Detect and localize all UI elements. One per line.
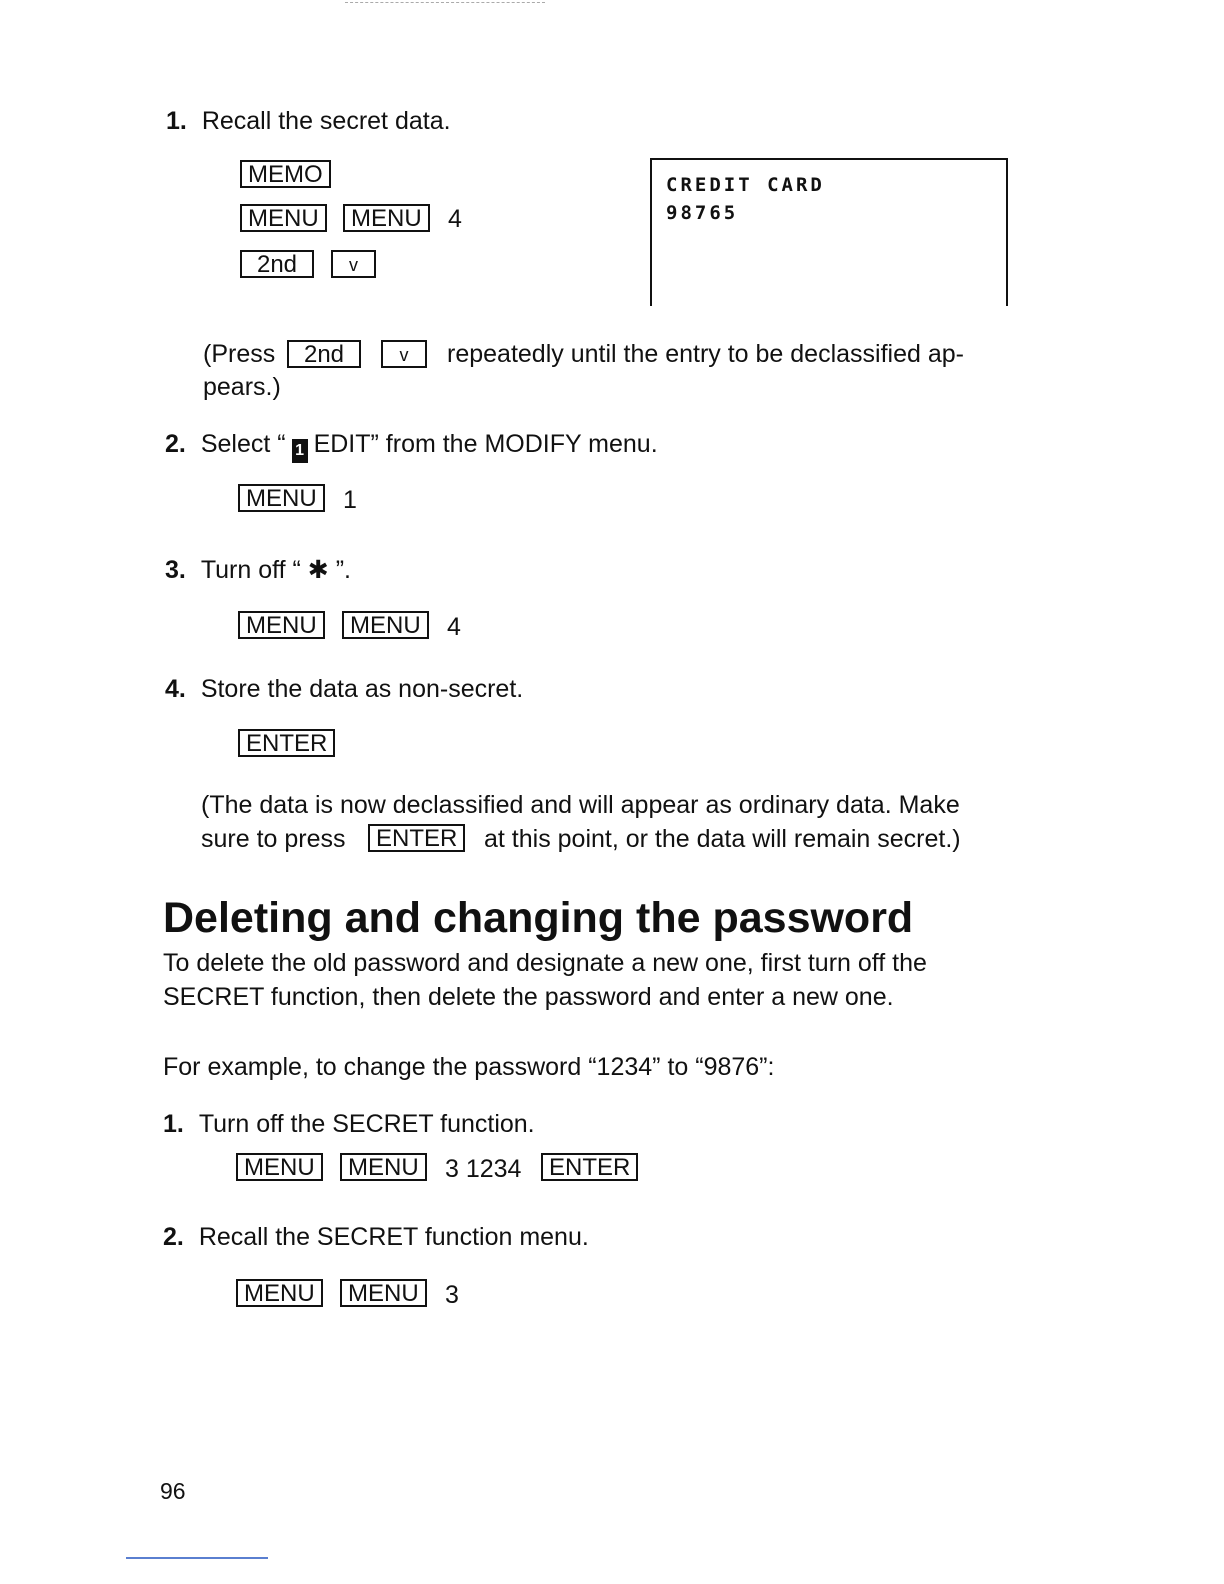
key-2nd: 2nd bbox=[240, 250, 314, 278]
key-menu: MENU bbox=[343, 204, 430, 232]
key-2nd: 2nd bbox=[287, 340, 361, 368]
key-sequence-number: 3 bbox=[445, 1281, 459, 1309]
key-enter: ENTER bbox=[368, 824, 465, 852]
soft-key-1-icon: 1 bbox=[292, 439, 308, 463]
section-heading: Deleting and changing the password bbox=[163, 894, 914, 942]
key-sequence-number: 4 bbox=[447, 613, 461, 641]
key-enter: ENTER bbox=[238, 729, 335, 757]
lcd-display bbox=[650, 158, 1008, 306]
note-text: (The data is now declassified and will appear as ordinary data. Make bbox=[201, 791, 960, 819]
key-menu: MENU bbox=[236, 1279, 323, 1307]
key-sequence-number: 4 bbox=[448, 205, 462, 233]
key-menu: MENU bbox=[238, 611, 325, 639]
key-down-arrow: v bbox=[331, 250, 376, 278]
key-sequence-number: 1 bbox=[343, 486, 357, 514]
intro-text: To delete the old password and designate a new one, first turn off the bbox=[163, 949, 927, 977]
key-menu: MENU bbox=[238, 484, 325, 512]
key-sequence-number: 3 1234 bbox=[445, 1155, 522, 1183]
key-menu: MENU bbox=[340, 1153, 427, 1181]
key-down-arrow: v bbox=[381, 340, 427, 368]
key-menu: MENU bbox=[236, 1153, 323, 1181]
key-menu: MENU bbox=[342, 611, 429, 639]
intro-text: SECRET function, then delete the password and enter a new one. bbox=[163, 983, 894, 1011]
note-text: pears.) bbox=[203, 373, 281, 401]
scan-artifact-rule bbox=[345, 2, 545, 4]
key-menu: MENU bbox=[340, 1279, 427, 1307]
step-3: 3. Turn off “ ✱ ”. bbox=[165, 556, 351, 584]
step-4: 4. Store the data as non-secret. bbox=[165, 675, 524, 703]
key-memo: MEMO bbox=[240, 160, 331, 188]
lcd-line-1: CREDIT CARD bbox=[666, 174, 825, 196]
note-text: repeatedly until the entry to be declassified ap- bbox=[447, 340, 964, 368]
page-number: 96 bbox=[160, 1478, 186, 1504]
step-2: 2. Recall the SECRET function menu. bbox=[163, 1223, 589, 1251]
note-text: at this point, or the data will remain secret.) bbox=[484, 825, 961, 853]
footer-rule bbox=[126, 1557, 268, 1559]
lcd-line-2: 98765 bbox=[666, 202, 739, 224]
key-enter: ENTER bbox=[541, 1153, 638, 1181]
note-press: (Press bbox=[203, 340, 276, 368]
key-menu: MENU bbox=[240, 204, 327, 232]
note-text: sure to press bbox=[201, 825, 346, 853]
example-text: For example, to change the password “1234” to “9876”: bbox=[163, 1053, 775, 1081]
step-1: 1. Recall the secret data. bbox=[166, 107, 451, 135]
step-1: 1. Turn off the SECRET function. bbox=[163, 1110, 535, 1138]
step-2: 2. Select “ 1 EDIT” from the MODIFY menu. bbox=[165, 429, 658, 463]
